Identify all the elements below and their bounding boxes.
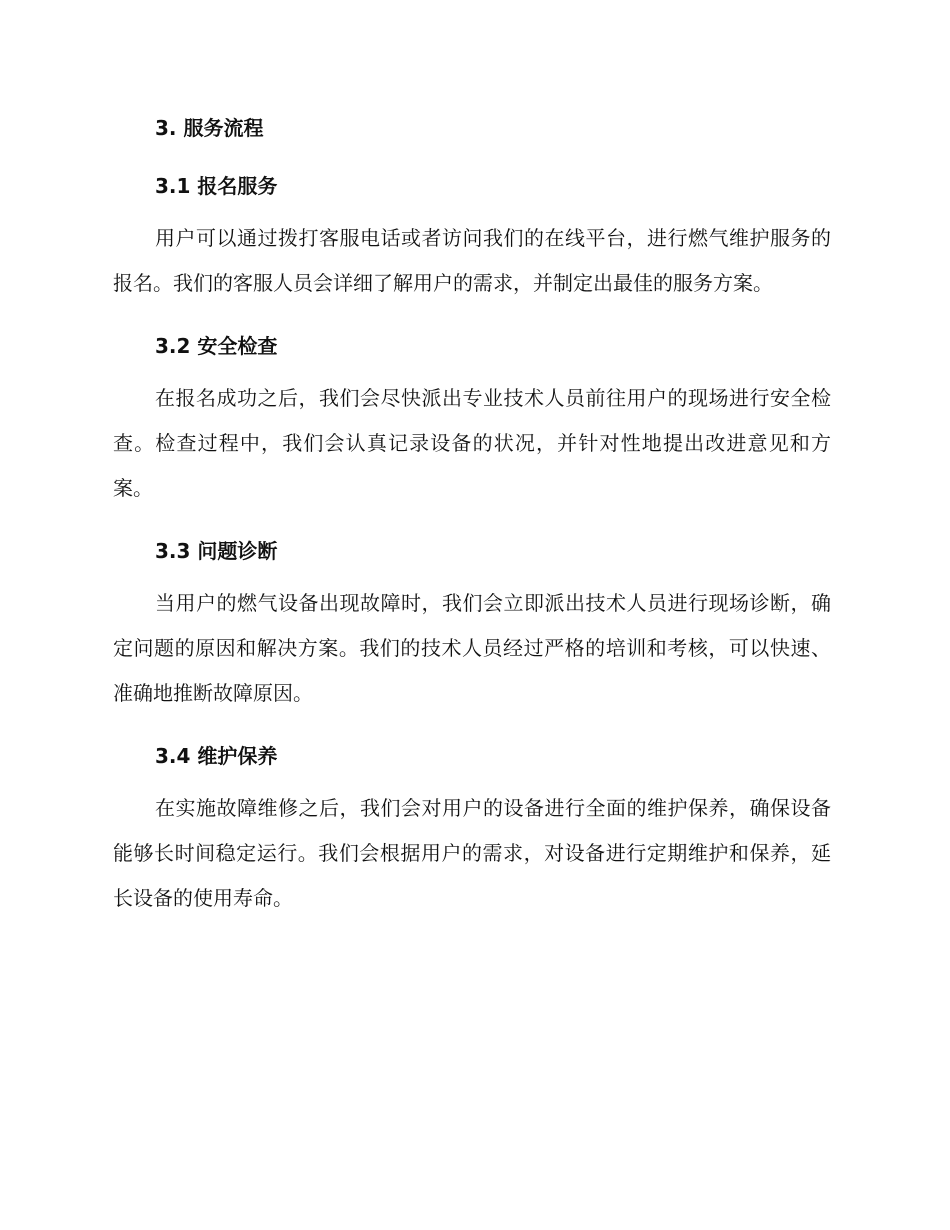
document-page — [113, 110, 831, 921]
subsection-title: 3.4 维护保养 — [155, 744, 278, 768]
subsection-body: 当用户的燃气设备出现故障时，我们会立即派出技术人员进行现场诊断，确定问题的原因和解决方案。我们的技术人员经过严格的培训和考核，可以快速、准确地推断故障原因。 — [113, 591, 831, 705]
subsection-diagnosis — [113, 533, 831, 716]
section-heading: 3. 服务流程 — [155, 116, 264, 140]
subsection-registration — [113, 168, 831, 306]
subsection-body: 在实施故障维修之后，我们会对用户的设备进行全面的维护保养，确保设备能够长时间稳定运行。我们会根据用户的需求，对设备进行定期维护和保养，延长设备的使用寿命。 — [113, 796, 831, 910]
subsection-title: 3.3 问题诊断 — [155, 539, 278, 563]
subsection-safety-check — [113, 328, 831, 511]
subsection-body: 用户可以通过拨打客服电话或者访问我们的在线平台，进行燃气维护服务的报名。我们的客服人员会详细了解用户的需求，并制定出最佳的服务方案。 — [113, 226, 831, 295]
subsection-title: 3.1 报名服务 — [155, 174, 278, 198]
subsection-title: 3.2 安全检查 — [155, 334, 278, 358]
subsection-maintenance — [113, 738, 831, 921]
subsection-body: 在报名成功之后，我们会尽快派出专业技术人员前往用户的现场进行安全检查。检查过程中，我们会认真记录设备的状况，并针对性地提出改进意见和方案。 — [113, 386, 831, 500]
